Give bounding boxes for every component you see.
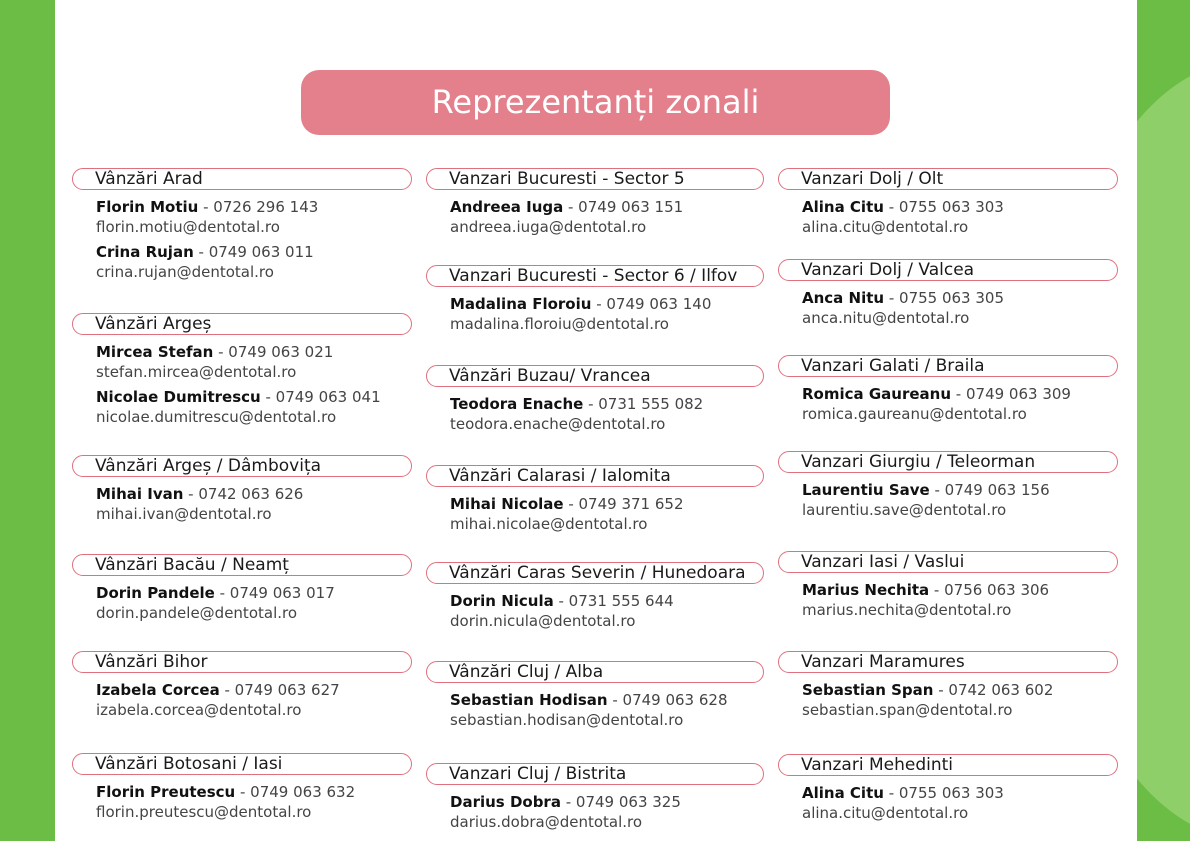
region-header: Vânzări Cluj / Alba xyxy=(426,661,764,683)
region-header: Vanzari Maramures xyxy=(778,651,1118,673)
contact-email[interactable]: laurentiu.save@dentotal.ro xyxy=(802,501,1007,519)
region-header: Vanzari Bucuresti - Sector 5 xyxy=(426,168,764,190)
contact-entry xyxy=(96,242,314,282)
region-header: Vânzări Bacău / Neamț xyxy=(72,554,412,576)
region-header: Vanzari Bucuresti - Sector 6 / Ilfov xyxy=(426,265,764,287)
contact-phone: - 0749 371 652 xyxy=(563,495,684,513)
contact-name: Teodora Enache xyxy=(450,395,584,413)
contact-name: Florin Motiu xyxy=(96,198,199,216)
contact-phone: - 0742 063 602 xyxy=(933,681,1054,699)
contact-entry xyxy=(450,197,683,237)
region-header: Vânzări Calarasi / Ialomita xyxy=(426,465,764,487)
contact-phone: - 0749 063 632 xyxy=(235,783,356,801)
contact-name: Alina Citu xyxy=(802,198,884,216)
contact-name: Andreea Iuga xyxy=(450,198,564,216)
contact-entry xyxy=(450,494,683,534)
region-header: Vânzări Bihor xyxy=(72,651,412,673)
contact-phone: - 0749 063 309 xyxy=(951,385,1071,403)
contact-name: Izabela Corcea xyxy=(96,681,220,699)
contact-name: Crina Rujan xyxy=(96,243,194,261)
contact-name: Anca Nitu xyxy=(802,289,885,307)
contact-entry xyxy=(96,484,303,524)
contact-phone: - 0749 063 151 xyxy=(563,198,684,216)
contact-name: Florin Preutescu xyxy=(96,783,236,801)
contact-email[interactable]: mihai.nicolae@dentotal.ro xyxy=(450,515,648,533)
contact-email[interactable]: darius.dobra@dentotal.ro xyxy=(450,813,643,831)
contact-entry xyxy=(802,197,1004,237)
contact-phone: - 0756 063 306 xyxy=(929,581,1050,599)
region-header: Vanzari Dolj / Olt xyxy=(778,168,1118,190)
contact-entry xyxy=(96,197,318,237)
region-header: Vânzări Argeș / Dâmbovița xyxy=(72,455,412,477)
contact-entry xyxy=(802,288,1004,328)
contact-entry xyxy=(450,690,728,730)
contact-email[interactable]: andreea.iuga@dentotal.ro xyxy=(450,218,647,236)
region-header: Vanzari Giurgiu / Teleorman xyxy=(778,451,1118,473)
contact-entry xyxy=(96,342,333,382)
contact-email[interactable]: florin.motiu@dentotal.ro xyxy=(96,218,280,236)
contact-name: Darius Dobra xyxy=(450,793,561,811)
contact-email[interactable]: sebastian.hodisan@dentotal.ro xyxy=(450,711,684,729)
contact-entry xyxy=(450,792,681,832)
contact-email[interactable]: alina.citu@dentotal.ro xyxy=(802,804,969,822)
contact-email[interactable]: crina.rujan@dentotal.ro xyxy=(96,263,274,281)
region-header: Vanzari Galati / Braila xyxy=(778,355,1118,377)
contact-name: Nicolae Dumitrescu xyxy=(96,388,261,406)
contact-name: Marius Nechita xyxy=(802,581,930,599)
region-header: Vanzari Cluj / Bistrita xyxy=(426,763,764,785)
contact-email[interactable]: nicolae.dumitrescu@dentotal.ro xyxy=(96,408,337,426)
contact-entry xyxy=(802,783,1004,823)
contact-name: Sebastian Hodisan xyxy=(450,691,608,709)
contact-entry xyxy=(450,591,674,631)
contact-email[interactable]: marius.nechita@dentotal.ro xyxy=(802,601,1012,619)
contact-phone: - 0749 063 325 xyxy=(560,793,681,811)
contact-phone: - 0749 063 011 xyxy=(193,243,314,261)
contact-email[interactable]: stefan.mircea@dentotal.ro xyxy=(96,363,297,381)
contact-entry xyxy=(802,384,1071,424)
contact-phone: - 0731 555 644 xyxy=(553,592,674,610)
region-header: Vânzări Botosani / Iasi xyxy=(72,753,412,775)
region-header: Vanzari Mehedinti xyxy=(778,754,1118,776)
contact-name: Dorin Nicula xyxy=(450,592,554,610)
region-header: Vânzări Arad xyxy=(72,168,412,190)
region-header: Vanzari Dolj / Valcea xyxy=(778,259,1118,281)
contact-name: Madalina Floroiu xyxy=(450,295,592,313)
region-header: Vânzări Argeș xyxy=(72,313,412,335)
contact-phone: - 0755 063 303 xyxy=(883,784,1004,802)
contact-name: Laurentiu Save xyxy=(802,481,930,499)
contact-phone: - 0726 296 143 xyxy=(198,198,319,216)
contact-entry xyxy=(96,583,335,623)
contact-name: Romica Gaureanu xyxy=(802,385,952,403)
contact-entry xyxy=(96,387,381,427)
contact-phone: - 0755 063 303 xyxy=(883,198,1004,216)
contact-email[interactable]: florin.preutescu@dentotal.ro xyxy=(96,803,312,821)
contact-phone: - 0749 063 140 xyxy=(591,295,712,313)
contact-entry xyxy=(450,394,703,434)
contact-name: Sebastian Span xyxy=(802,681,934,699)
contact-entry xyxy=(802,480,1050,520)
contact-phone: - 0749 063 628 xyxy=(607,691,728,709)
region-header: Vânzări Buzau/ Vrancea xyxy=(426,365,764,387)
contact-phone: - 0749 063 627 xyxy=(219,681,340,699)
contact-phone: - 0755 063 305 xyxy=(884,289,1004,307)
contact-name: Alina Citu xyxy=(802,784,884,802)
contact-email[interactable]: anca.nitu@dentotal.ro xyxy=(802,309,970,327)
contact-entry xyxy=(96,680,340,720)
contact-name: Dorin Pandele xyxy=(96,584,215,602)
contact-name: Mihai Nicolae xyxy=(450,495,564,513)
contact-entry xyxy=(96,782,355,822)
contact-entry xyxy=(802,580,1049,620)
contact-email[interactable]: izabela.corcea@dentotal.ro xyxy=(96,701,302,719)
contact-phone: - 0749 063 017 xyxy=(214,584,335,602)
region-header: Vânzări Caras Severin / Hunedoara xyxy=(426,562,764,584)
contact-email[interactable]: sebastian.span@dentotal.ro xyxy=(802,701,1013,719)
contact-email[interactable]: romica.gaureanu@dentotal.ro xyxy=(802,405,1027,423)
page-title: Reprezentanți zonali xyxy=(301,70,890,135)
contact-email[interactable]: dorin.pandele@dentotal.ro xyxy=(96,604,298,622)
contact-phone: - 0742 063 626 xyxy=(183,485,304,503)
contact-entry xyxy=(450,294,711,334)
contact-email[interactable]: dorin.nicula@dentotal.ro xyxy=(450,612,636,630)
contact-phone: - 0749 063 156 xyxy=(929,481,1050,499)
contact-phone: - 0749 063 021 xyxy=(213,343,334,361)
contact-entry xyxy=(802,680,1053,720)
contact-email[interactable]: mihai.ivan@dentotal.ro xyxy=(96,505,272,523)
region-header: Vanzari Iasi / Vaslui xyxy=(778,551,1118,573)
contact-name: Mircea Stefan xyxy=(96,343,214,361)
contact-email[interactable]: alina.citu@dentotal.ro xyxy=(802,218,969,236)
contact-phone: - 0749 063 041 xyxy=(260,388,381,406)
contact-name: Mihai Ivan xyxy=(96,485,184,503)
contact-phone: - 0731 555 082 xyxy=(583,395,704,413)
contact-email[interactable]: teodora.enache@dentotal.ro xyxy=(450,415,666,433)
contact-email[interactable]: madalina.floroiu@dentotal.ro xyxy=(450,315,669,333)
